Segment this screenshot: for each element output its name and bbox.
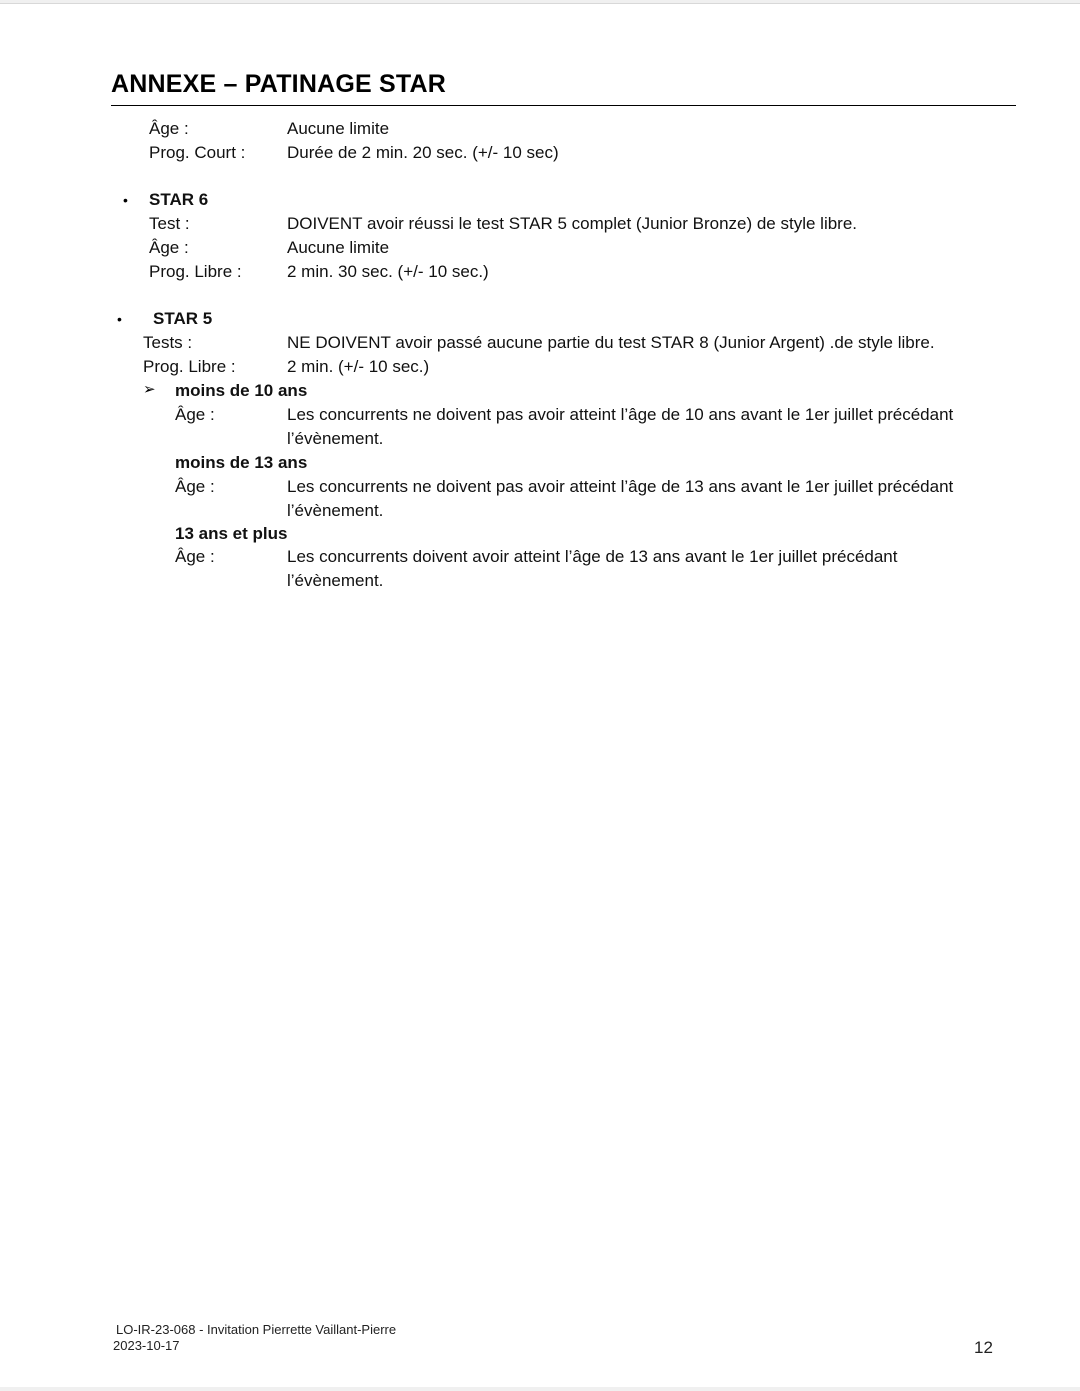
star6-test-label: Test : bbox=[149, 214, 190, 233]
star5-tests-value: NE DOIVENT avoir passé aucune partie du test STAR 8 (Junior Argent) .de style libre. bbox=[287, 333, 935, 352]
intro-age-label: Âge : bbox=[149, 119, 189, 138]
star6-title: STAR 6 bbox=[149, 190, 209, 209]
document-page bbox=[0, 3, 1080, 1387]
group-13-plus-title: 13 ans et plus bbox=[175, 524, 288, 543]
intro-prog-court-label: Prog. Court : bbox=[149, 143, 246, 162]
footer-reference: LO-IR-23-068 - Invitation Pierrette Vaillant-Pierre bbox=[116, 1322, 397, 1337]
group-under-10-age-line2: l’évènement. bbox=[287, 429, 384, 448]
group-under-10-age-label: Âge : bbox=[175, 405, 215, 424]
group-13-plus-age-label: Âge : bbox=[175, 547, 215, 566]
star6-prog-libre-label: Prog. Libre : bbox=[149, 262, 242, 281]
page-number: 12 bbox=[974, 1338, 993, 1357]
group-under-13-age-line1: Les concurrents ne doivent pas avoir atteint l’âge de 13 ans avant le 1er juillet précédant bbox=[287, 477, 954, 496]
group-under-13-age-line2: l’évènement. bbox=[287, 501, 384, 520]
star5-title: STAR 5 bbox=[153, 309, 213, 328]
star5-tests-label: Tests : bbox=[143, 333, 193, 352]
star6-age-label: Âge : bbox=[149, 238, 189, 257]
intro-age-value: Aucune limite bbox=[287, 119, 390, 138]
star5-prog-libre-value: 2 min. (+/- 10 sec.) bbox=[287, 357, 430, 376]
group-under-10-title: moins de 10 ans bbox=[175, 381, 308, 400]
footer-date: 2023-10-17 bbox=[113, 1338, 180, 1353]
group-13-plus-age-line1: Les concurrents doivent avoir atteint l’âge de 13 ans avant le 1er juillet précédant bbox=[287, 547, 898, 566]
group-under-13-title: moins de 13 ans bbox=[175, 453, 308, 472]
group-under-13-age-label: Âge : bbox=[175, 477, 215, 496]
star6-prog-libre-value: 2 min. 30 sec. (+/- 10 sec.) bbox=[287, 262, 489, 281]
arrow-bullet-icon: ➢ bbox=[143, 381, 156, 398]
heading-rule bbox=[111, 105, 1016, 106]
star6-age-value: Aucune limite bbox=[287, 238, 390, 257]
star5-bullet: • bbox=[117, 311, 122, 327]
star6-bullet: • bbox=[123, 192, 128, 208]
intro-prog-court-value: Durée de 2 min. 20 sec. (+/- 10 sec) bbox=[287, 143, 559, 162]
star6-test-value: DOIVENT avoir réussi le test STAR 5 complet (Junior Bronze) de style libre. bbox=[287, 214, 858, 233]
page-heading: ANNEXE – PATINAGE STAR bbox=[111, 70, 446, 98]
group-under-10-age-line1: Les concurrents ne doivent pas avoir atteint l’âge de 10 ans avant le 1er juillet précédant bbox=[287, 405, 954, 424]
star5-prog-libre-label: Prog. Libre : bbox=[143, 357, 236, 376]
group-13-plus-age-line2: l’évènement. bbox=[287, 571, 384, 590]
